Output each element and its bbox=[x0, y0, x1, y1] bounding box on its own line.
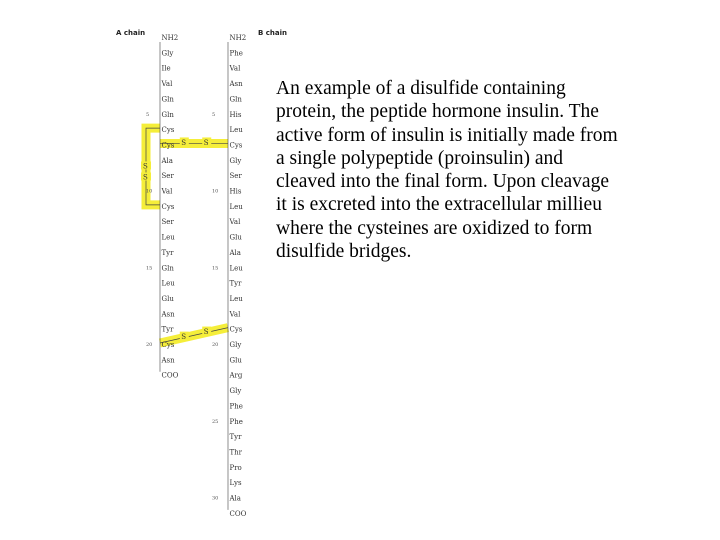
a-chain-residue: Gln bbox=[161, 264, 174, 273]
a-chain-residue: Cys bbox=[161, 141, 175, 150]
a-chain-residue: Leu bbox=[161, 279, 175, 288]
b-chain-residue: Ala bbox=[229, 248, 241, 257]
sulfur-label: S bbox=[181, 333, 187, 342]
a-chain-residue: Ala bbox=[161, 156, 173, 165]
b-chain-residue: Tyr bbox=[229, 279, 242, 288]
b-chain-residues bbox=[212, 33, 250, 518]
b-chain-residue: Glu bbox=[229, 233, 242, 242]
a-chain-residue: Cys bbox=[161, 341, 175, 349]
sulfur-label: S bbox=[203, 138, 209, 147]
b-chain-position-number: 5 bbox=[212, 111, 216, 118]
b-chain-residue: Cys bbox=[229, 141, 243, 150]
a-chain-residue: Val bbox=[161, 187, 173, 196]
b-chain-residue: His bbox=[229, 187, 242, 196]
b-chain-position-number: 10 bbox=[212, 188, 219, 195]
a-chain-residue: Ser bbox=[161, 172, 174, 181]
b-chain-residue: Gln bbox=[229, 95, 242, 104]
b-chain-residue: COO bbox=[229, 509, 247, 518]
sulfur-label: S bbox=[203, 328, 209, 337]
b-chain-residue: Phe bbox=[229, 49, 243, 58]
b-chain-residue: Phe bbox=[229, 402, 243, 411]
b-chain-residue: Pro bbox=[229, 463, 242, 472]
b-chain-residue: NH2 bbox=[229, 34, 247, 42]
b-chain-residue: Cys bbox=[229, 325, 243, 334]
b-chain-residue: Ala bbox=[229, 494, 241, 503]
a-chain-position-number: 5 bbox=[146, 111, 150, 118]
b-chain-position-number: 30 bbox=[212, 495, 219, 502]
a-chain-residue: Asn bbox=[161, 356, 175, 365]
a-chain-position-number: 15 bbox=[146, 265, 153, 272]
a-chain-residue: Asn bbox=[161, 310, 175, 319]
a-chain-residue: Gln bbox=[161, 95, 174, 104]
b-chain-title: B chain bbox=[258, 29, 288, 37]
a-chain-residue: Gly bbox=[161, 49, 174, 58]
b-chain-residue: Leu bbox=[229, 294, 243, 303]
a-chain-residue: Gln bbox=[161, 110, 174, 119]
b-chain-residue: Gly bbox=[229, 387, 242, 396]
b-chain-residue: Val bbox=[229, 310, 241, 319]
b-chain-residue: Val bbox=[229, 218, 241, 227]
b-chain-residue: Leu bbox=[229, 264, 243, 273]
a-chain-residue: Tyr bbox=[161, 325, 174, 334]
b-chain-residue: Arg bbox=[229, 371, 243, 380]
sulfur-label: S bbox=[181, 138, 187, 147]
a-chain-residue: Leu bbox=[161, 233, 175, 242]
disulfide-bridges bbox=[141, 128, 228, 343]
a-chain-residue: Ser bbox=[161, 218, 174, 227]
b-chain-residue: Ser bbox=[229, 172, 242, 181]
a-chain-position-number: 20 bbox=[146, 342, 153, 348]
b-chain-residue: Val bbox=[229, 64, 241, 73]
a-chain-residue: COO bbox=[161, 371, 179, 380]
a-chain-residue: Val bbox=[161, 80, 173, 89]
a-chain-title: A chain bbox=[116, 29, 146, 37]
a-chain-residue: Cys bbox=[161, 126, 175, 135]
sulfur-label: S bbox=[143, 173, 148, 182]
b-chain-position-number: 20 bbox=[212, 342, 219, 348]
b-chain-residue: Gly bbox=[229, 156, 242, 165]
b-chain-residue: Gly bbox=[229, 341, 242, 349]
b-chain-residue: His bbox=[229, 110, 242, 119]
caption-text: An example of a disulfide containing protein, the peptide hormone insulin. The active form of insulin is initially made from a single polypeptide (proinsulin) and cleaved into the final form. Upon cleavage it is excreted into the extracellular millieu where the cysteines are oxidized to form disulfide bridges. bbox=[276, 78, 618, 263]
b-chain-residue: Phe bbox=[229, 417, 243, 426]
b-chain-residue: Lys bbox=[229, 479, 242, 488]
sulfur-label: S bbox=[143, 162, 148, 171]
b-chain-residue: Thr bbox=[229, 448, 243, 457]
a-chain-residue: Cys bbox=[161, 202, 175, 211]
cysteine-highlights bbox=[146, 128, 228, 343]
a-chain-residue: Ile bbox=[161, 64, 171, 73]
a-chain-residue: Tyr bbox=[161, 248, 174, 257]
b-chain-position-number: 25 bbox=[212, 418, 219, 425]
a-chain-residue: Glu bbox=[161, 294, 174, 303]
a-chain-residue: NH2 bbox=[161, 34, 179, 42]
b-chain-residue: Leu bbox=[229, 202, 243, 211]
b-chain-residue: Glu bbox=[229, 356, 242, 365]
b-chain-residue: Asn bbox=[229, 80, 243, 89]
b-chain-residue: Leu bbox=[229, 126, 243, 135]
a-chain-position-number: 10 bbox=[146, 188, 153, 195]
b-chain-residue: Tyr bbox=[229, 433, 242, 442]
b-chain-position-number: 15 bbox=[212, 265, 219, 272]
